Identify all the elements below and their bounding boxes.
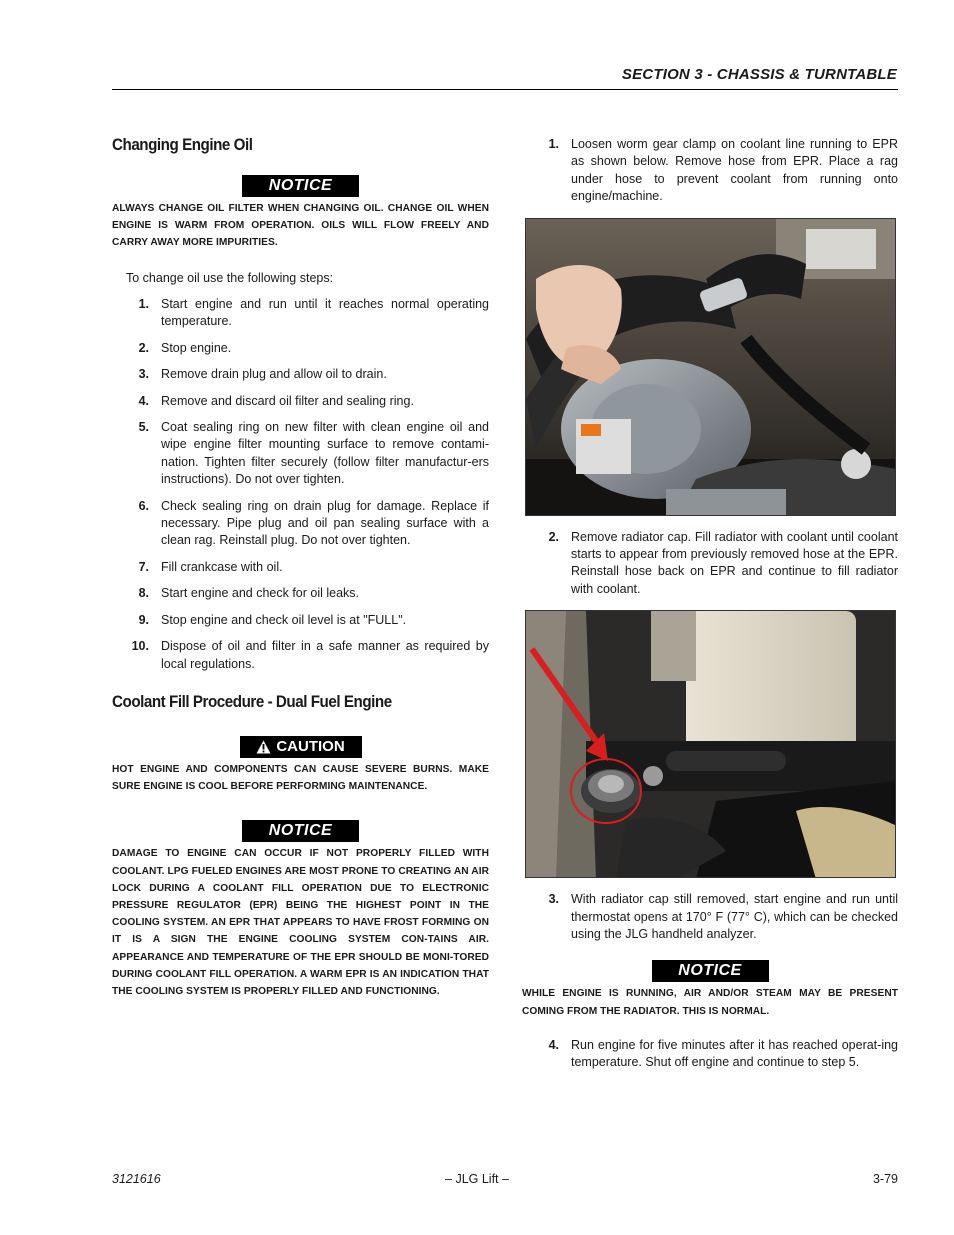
notice2-badge-wrap <box>112 820 489 842</box>
caution-badge-wrap <box>112 736 489 758</box>
epr-hose-photo <box>525 218 896 516</box>
step-number: 2. <box>138 340 149 355</box>
notice-badge: NOTICE <box>652 960 769 982</box>
coolant-step-1 <box>522 136 898 206</box>
list-item <box>112 498 489 550</box>
step-text: Remove radiator cap. Fill radiator with coolant until coolant starts to appear from previously removed hose at the EPR. Reinstall hose back on EPR and continue to fill radiator with coolant. <box>571 529 898 596</box>
coolant-step-2 <box>522 529 898 599</box>
caution-badge <box>240 736 362 758</box>
list-item <box>522 891 898 943</box>
step-text: Stop engine. <box>161 340 232 355</box>
notice3-text: WHILE ENGINE IS RUNNING, AIR AND/OR STEAM MAY BE PRESENT COMING FROM THE RADIATOR. THIS IS NORMAL. <box>522 988 898 1017</box>
list-item <box>112 612 489 629</box>
notice1-badge-wrap <box>112 175 489 197</box>
step-number: 4. <box>548 1037 559 1052</box>
list-item <box>522 1037 898 1072</box>
step-text: Start engine and run until it reaches normal operating temperature. <box>161 297 489 329</box>
step-text: Loosen worm gear clamp on coolant line running to EPR as shown below. Remove hose from EPR. Place a rag under hose to prevent coolant from running onto engine/machine. <box>571 137 898 204</box>
step-number: 8. <box>138 586 149 601</box>
right-column <box>522 136 898 1072</box>
step-text: Dispose of oil and filter in a safe manner as required by local regulations. <box>161 639 489 671</box>
step-number: 7. <box>138 559 149 574</box>
list-item <box>112 585 489 602</box>
oil-steps-list <box>112 296 489 673</box>
page-number: 3-79 <box>872 1172 898 1186</box>
coolant-step-4 <box>522 1037 898 1072</box>
step-text: Stop engine and check oil level is at "FULL". <box>161 612 407 627</box>
list-item <box>522 136 898 206</box>
notice2-text: DAMAGE TO ENGINE CAN OCCUR IF NOT PROPERLY FILLED WITH COOLANT. LPG FUELED ENGINES ARE MOST PRONE TO CREATING AN AIR LOCK DURING A COOLANT FILL OPERATION DUE TO ELECTRONIC PRESSURE REGULATOR (EPR) BEING THE HIGHEST POINT IN THE COOLING SYSTEM. AN EPR THAT APPEARS TO HAVE FROST FORMING ON IT IS A SIGN THE ENGINE COOLING SYSTEM CON-TAINS AIR. APPEARANCE AND TEMPERATURE OF THE EPR SHOULD BE MONI-TORED DURING COOLANT FILL OPERATION. A WARM EPR IS AN INDICATION THAT THE COOLING SYSTEM IS PROPERLY FILLED AND FUNCTIONING. <box>112 848 489 997</box>
step-number: 3. <box>548 892 559 907</box>
footer-center: – JLG Lift – <box>445 1172 509 1186</box>
notice1-text: ALWAYS CHANGE OIL FILTER WHEN CHANGING OIL. CHANGE OIL WHEN ENGINE IS WARM FROM OPERATION. OILS WILL FLOW FREELY AND CARRY AWAY MORE IMPURITIES. <box>112 203 489 249</box>
step-text: Remove and discard oil filter and sealing ring. <box>161 393 414 408</box>
step-text: Check sealing ring on drain plug for damage. Replace if necessary. Pipe plug and oil pan sealing surface with a clean rag. Reinstall plug. Do not over tighten. <box>161 498 489 548</box>
notice-badge: NOTICE <box>242 820 359 842</box>
list-item <box>112 340 489 357</box>
notice3-badge-wrap <box>522 960 898 982</box>
list-item <box>112 559 489 576</box>
step-text: Fill crankcase with oil. <box>161 559 283 574</box>
step-number: 6. <box>138 498 149 513</box>
step-number: 1. <box>138 297 149 312</box>
oil-intro: To change oil use the following steps: <box>126 270 334 285</box>
step-number: 5. <box>138 420 149 435</box>
step-text: Remove drain plug and allow oil to drain. <box>161 367 387 382</box>
section-title: SECTION 3 - CHASSIS & TURNTABLE <box>621 66 897 83</box>
list-item <box>112 638 489 673</box>
caution-text: HOT ENGINE AND COMPONENTS CAN CAUSE SEVERE BURNS. MAKE SURE ENGINE IS COOL BEFORE PERFORMING MAINTENANCE. <box>112 763 489 793</box>
step-number: 1. <box>548 137 559 151</box>
step-text: Run engine for five minutes after it has reached operat-ing temperature. Shut off engine and continue to step 5. <box>571 1037 898 1070</box>
step-text: With radiator cap still removed, start engine and run until thermostat opens at 170° F (77° C), which can be checked using the JLG handheld analyzer. <box>571 892 898 942</box>
oil-heading: Changing Engine Oil <box>112 136 253 154</box>
list-item <box>112 393 489 410</box>
step-number: 4. <box>138 393 149 408</box>
caution-label: CAUTION <box>276 737 345 755</box>
coolant-step-3 <box>522 891 898 943</box>
step-number: 10. <box>131 639 149 654</box>
step-text: Start engine and check for oil leaks. <box>161 586 360 601</box>
radiator-cap-photo-illustration <box>526 611 896 878</box>
warning-triangle-icon <box>256 740 271 754</box>
list-item <box>112 419 489 489</box>
left-column <box>112 136 489 1000</box>
step-number: 9. <box>138 612 149 627</box>
coolant-heading: Coolant Fill Procedure - Dual Fuel Engine <box>112 692 392 711</box>
list-item <box>112 366 489 383</box>
doc-number: 3121616 <box>112 1172 161 1186</box>
step-text: Coat sealing ring on new filter with clean engine oil and wipe engine filter mounting surface to remove contami-nation. Tighten filter securely (follow filter manufactur-ers instructions). Do not over tighten. <box>161 420 489 487</box>
step-number: 2. <box>548 529 559 544</box>
step-number: 3. <box>138 367 149 382</box>
header-rule <box>112 89 898 90</box>
list-item <box>522 529 898 599</box>
radiator-cap-photo <box>525 610 896 878</box>
notice-badge: NOTICE <box>242 175 359 197</box>
epr-hose-photo-illustration <box>526 219 896 516</box>
list-item <box>112 296 489 331</box>
